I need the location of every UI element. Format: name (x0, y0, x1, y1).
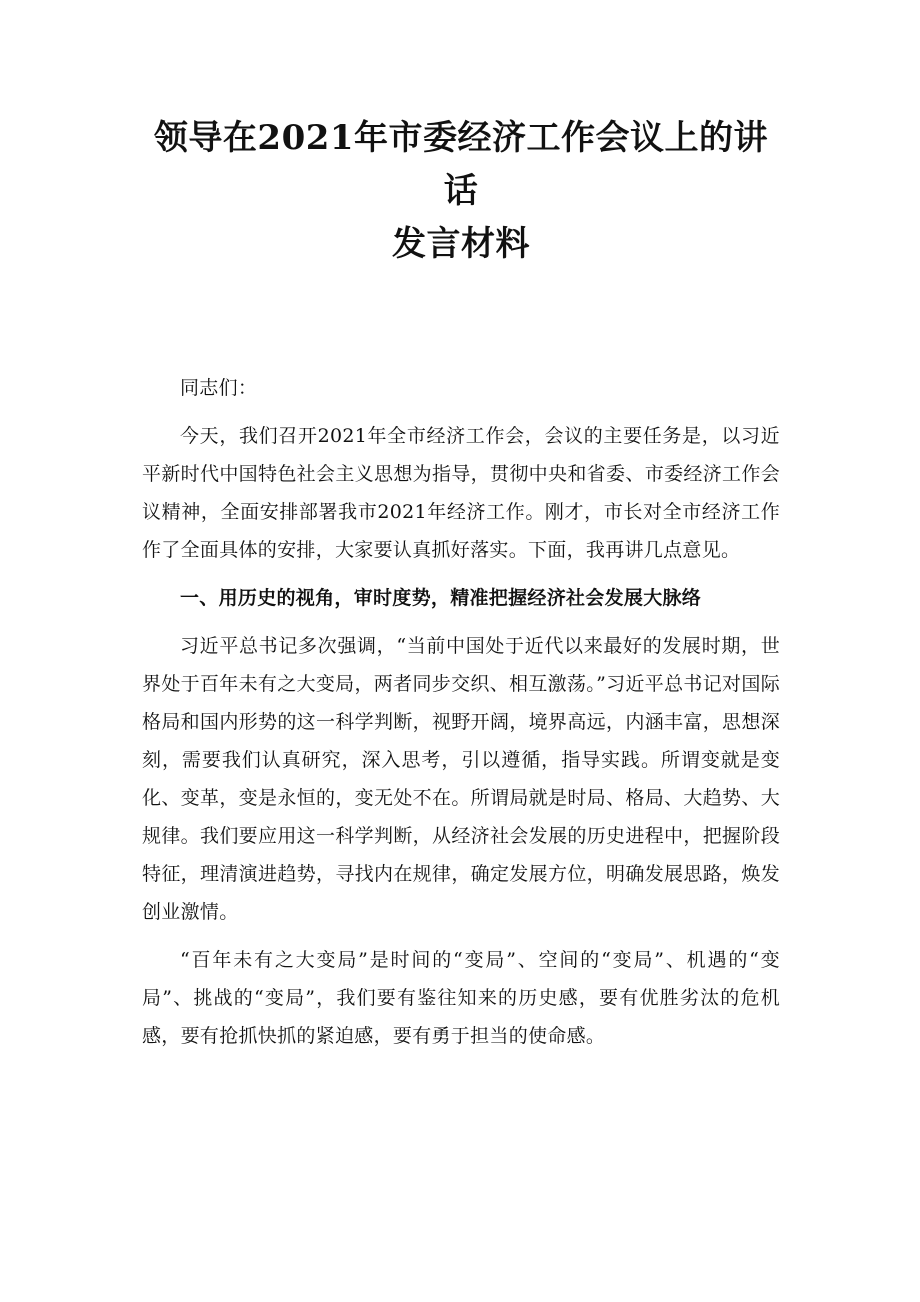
salutation: 同志们： (180, 377, 258, 399)
intro-paragraph: 今天，我们召开2021年全市经济工作会，会议的主要任务是，以习近平新时代中国特色社会主义思想为指导，贯彻中央和省委、市委经济工作会议精神，全面安排部署我市2021年经济工作。刚才，市长对全市经济工作作了全面具体的安排，大家要认真抓好落实。下面，我再讲几点意见。 (142, 425, 780, 561)
title-line-1: 领导在2021年市委经济工作会议上的讲话 (153, 118, 769, 211)
section-1-paragraph-2: “百年未有之大变局”是时间的“变局”、空间的“变局”、机遇的“变局”、挑战的“变局”，我们要有鉴往知来的历史感，要有优胜劣汰的危机感，要有抢抓快抓的紧迫感，要有勇于担当的使命感。 (142, 949, 780, 1047)
document-title (142, 112, 780, 271)
title-line-2: 发言材料 (392, 224, 530, 264)
section-1-heading: 一、用历史的视角，审时度势，精准把握经济社会发展大脉络 (180, 587, 702, 609)
section-1-paragraph-1: 习近平总书记多次强调，“当前中国处于近代以来最好的发展时期，世界处于百年未有之大变局，两者同步交织、相互激荡。”习近平总书记对国际格局和国内形势的这一科学判断，视野开阔，境界高远，内涵丰富，思想深刻，需要我们认真研究，深入思考，引以遵循，指导实践。所谓变就是变化、变革，变是永恒的，变无处不在。所谓局就是时局、格局、大趋势、大规律。我们要应用这一科学判断，从经济社会发展的历史进程中，把握阶段特征，理清演进趋势，寻找内在规律，确定发展方位，明确发展思路，焕发创业激情。 (142, 635, 780, 923)
